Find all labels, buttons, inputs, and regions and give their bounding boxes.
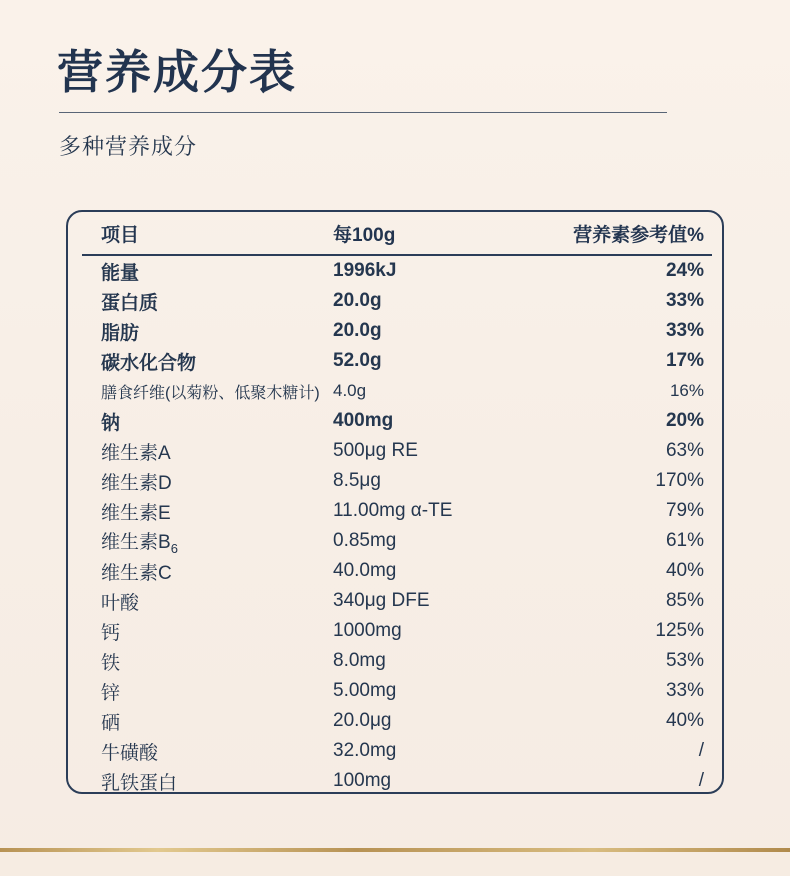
row-value: 4.0g — [333, 381, 367, 400]
table-row — [68, 526, 726, 556]
row-item-label: 铁 — [101, 652, 121, 674]
row-nrv: / — [698, 740, 704, 761]
row-value: 100mg — [333, 770, 392, 791]
bottom-decorative-strip — [0, 848, 790, 876]
table-row — [68, 316, 726, 346]
row-item-label: 维生素C — [101, 562, 172, 584]
row-item-label: 膳食纤维(以菊粉、低聚木糖计) — [101, 384, 320, 402]
row-item-label: 能量 — [101, 262, 140, 284]
row-value: 5.00mg — [333, 680, 397, 701]
table-row — [68, 346, 726, 376]
row-nrv: 40% — [665, 560, 704, 581]
table-row — [68, 676, 726, 706]
row-value: 20.0g — [333, 320, 382, 341]
subscript-6: 6 — [170, 540, 178, 556]
row-item-label: 乳铁蛋白 — [101, 772, 178, 794]
row-nrv: 16% — [669, 381, 704, 400]
table-row — [68, 406, 726, 436]
row-value: 1000mg — [333, 620, 402, 641]
row-nrv: 63% — [665, 440, 704, 461]
table-row — [68, 706, 726, 736]
column-header-per100g: 每100g — [333, 224, 396, 246]
row-value: 20.0g — [333, 290, 382, 311]
column-header-item: 项目 — [101, 224, 140, 246]
table-row — [68, 256, 726, 286]
row-nrv: 33% — [665, 290, 704, 311]
row-item-label: 维生素E — [101, 502, 171, 524]
table-row — [68, 376, 726, 406]
table-row — [68, 496, 726, 526]
table-row — [68, 766, 726, 796]
row-value: 1996kJ — [333, 260, 397, 281]
row-value: 400mg — [333, 410, 394, 431]
row-nrv: 61% — [665, 530, 704, 551]
table-row — [68, 646, 726, 676]
page-title: 营养成分表 — [57, 46, 297, 98]
row-value: 8.0mg — [333, 650, 386, 671]
row-value: 52.0g — [333, 350, 382, 371]
row-item-label: 维生素$B_6$ — [101, 531, 178, 556]
row-value: 40.0mg — [333, 560, 397, 581]
row-value: 500μg RE — [333, 440, 418, 461]
row-item-label: 钙 — [101, 622, 121, 644]
row-value: 340μg DFE — [333, 590, 430, 611]
row-item-label: 钠 — [101, 412, 121, 434]
table-header-row — [68, 212, 726, 254]
row-item-label: 蛋白质 — [101, 292, 159, 314]
row-item-label: 碳水化合物 — [101, 352, 197, 374]
row-item-label: 脂肪 — [101, 322, 140, 344]
row-nrv: 17% — [665, 350, 704, 371]
row-nrv: 33% — [665, 320, 704, 341]
table-row — [68, 286, 726, 316]
row-nrv: 20% — [665, 410, 704, 431]
row-nrv: 40% — [665, 710, 704, 731]
title-divider — [59, 112, 667, 113]
table-row — [68, 586, 726, 616]
table-row — [68, 556, 726, 586]
row-nrv: 125% — [655, 620, 704, 641]
row-nrv: 85% — [665, 590, 704, 611]
bottom-strip-fill — [0, 852, 790, 876]
nutrition-table-body — [68, 212, 726, 796]
row-nrv: / — [698, 770, 704, 791]
column-header-nrv: 营养素参考值% — [573, 224, 704, 246]
row-item-label: 牛磺酸 — [101, 742, 159, 764]
page-subtitle: 多种营养成分 — [59, 134, 198, 159]
table-row — [68, 616, 726, 646]
row-nrv: 170% — [655, 470, 704, 491]
row-nrv: 33% — [665, 680, 704, 701]
row-nrv: 53% — [665, 650, 704, 671]
table-row — [68, 736, 726, 766]
row-item-label: 锌 — [101, 682, 121, 704]
row-item-label: 硒 — [101, 712, 121, 734]
row-nrv: 79% — [665, 500, 704, 521]
row-value: 32.0mg — [333, 740, 397, 761]
table-row — [68, 466, 726, 496]
nutrition-table-card — [66, 210, 724, 794]
row-item-label: 叶酸 — [101, 592, 140, 614]
table-row — [68, 436, 726, 466]
row-item-label: 维生素D — [101, 472, 172, 494]
row-item-label: 维生素A — [101, 442, 171, 464]
nutrition-table — [68, 212, 726, 796]
row-value: 11.00mg α-TE — [333, 500, 453, 521]
row-value: 0.85mg — [333, 530, 397, 551]
row-nrv: 24% — [665, 260, 704, 281]
row-value: 8.5μg — [333, 470, 381, 491]
row-value: 20.0μg — [333, 710, 392, 731]
